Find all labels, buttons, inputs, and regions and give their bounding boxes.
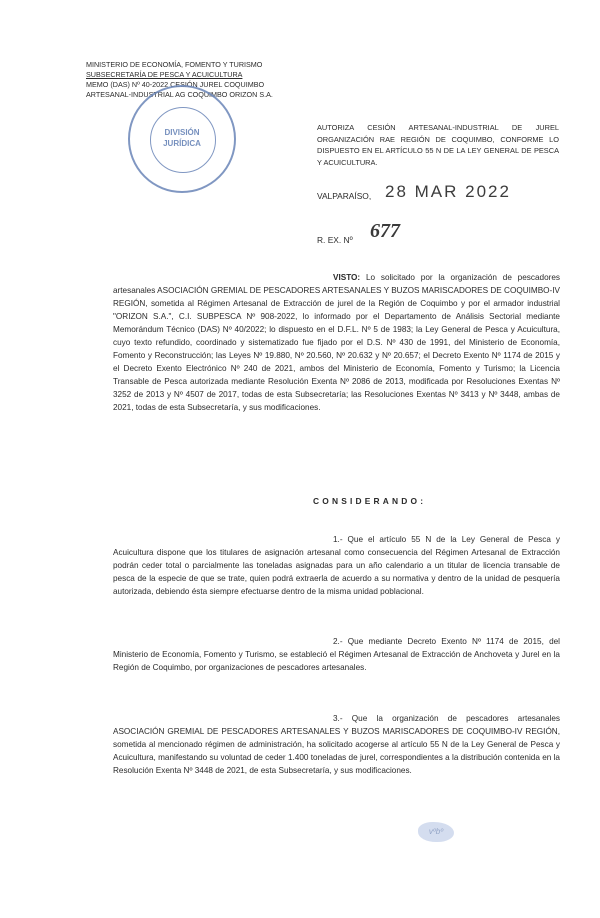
ministry-name: MINISTERIO DE ECONOMÍA, FOMENTO Y TURISMO (86, 60, 263, 69)
resolution-summary: AUTORIZA CESIÓN ARTESANAL-INDUSTRIAL DE JUREL ORGANIZACIÓN RAE REGIÓN DE COQUIMBO, CONFORME LO DISPUESTO EN EL ARTÍCULO 55 N DE LA LEY GENERAL DE PESCA Y ACUICULTURA. (317, 123, 559, 167)
initials-stamp-icon: vºbº (418, 822, 454, 842)
juridical-division-stamp (128, 85, 236, 193)
considerando-heading: CONSIDERANDO: (313, 496, 427, 506)
visto-paragraph (113, 271, 560, 415)
memo-reference-2: ARTESANAL-INDUSTRIAL AG COQUIMBO ORIZON S.A. (86, 90, 273, 99)
resolution-number: 677 (370, 220, 400, 242)
place-label: VALPARAÍSO, (317, 191, 372, 201)
visto-text: Lo solicitado por la organización de pescadores artesanales ASOCIACIÓN GREMIAL DE PESCADORES ARTESANALES Y BUZOS MARISCADORES DE COQUIMBO-IV REGIÓN, sometida al Régimen Artesanal de Extracción de jurel de la Región de Coquimbo y por el armador industrial "ORIZON S.A.", C.I. SUBPESCA Nº 908-2022, lo informado por el Departamento de Análisis Sectorial mediante Memorándum Técnico (DAS) Nº 40/2022; lo dispuesto en el D.F.L. Nº 5 de 1983; la Ley General de Pesca y Acuicultura, cuyo texto refundido, coordinado y sistematizado fue fijado por el D.S. Nº 430 de 1991, del Ministerio de Economía, Fomento y Reconstrucción; las Leyes Nº 19.880, Nº 20.560, Nº 20.632 y Nº 20.657; el Decreto Exento Nº 1174 de 2015 y el Decreto Exento Electrónico Nº 240 de 2021, ambos del Ministerio de Economía, Fomento y Turismo; la Licencia Transable de Pesca autorizada mediante Resolución Exenta Nº 2086 de 2013, modificada por Resoluciones Exentas Nº 3252 de 2013 y Nº 4507 de 2017, todas de esta Subsecretaría; las Resoluciones Exentas Nº 3413 y Nº 3448, ambas de 2021, todas de esta Subsecretaría, y sus modificaciones. (113, 273, 560, 413)
stamp-text-2: JURÍDICA (163, 139, 201, 148)
resolution-number-label: R. EX. Nº (317, 235, 353, 245)
considerando-2: 2.- Que mediante Decreto Exento Nº 1174 de 2015, del Ministerio de Economía, Fomento y Turismo, se estableció el Régimen Artesanal de Extracción de Anchoveta y Jurel en la Región de Coquimbo, por organizaciones de pescadores artesanales. (113, 637, 560, 673)
stamp-text-1: DIVISIÓN (164, 128, 200, 137)
visto-lead: VISTO: (333, 273, 361, 282)
date-stamp: 28 MAR 2022 (385, 182, 511, 201)
considerando-1: 1.- Que el artículo 55 N de la Ley General de Pesca y Acuicultura dispone que los titulares de asignación artesanal como consecuencia del Régimen Artesanal de Extracción podrán ceder total o parcialmente las toneladas asignadas para un año calendario a un titular de licencia transable de pesca de la especie de que se trate, quien podrá extraerla de acuerdo a su normativa y dentro de la unidad de pesquería autorizada, debiendo ésta siempre efectuarse dentro de la misma unidad poblacional. (113, 535, 560, 597)
memo-reference: MEMO (DAS) Nº 40-2022 CESIÓN JUREL COQUIMBO (86, 80, 265, 89)
considerando-3: 3.- Que la organización de pescadores artesanales ASOCIACIÓN GREMIAL DE PESCADORES ARTESANALES Y BUZOS MARISCADORES DE COQUIMBO-IV REGIÓN, sometida al mencionado régimen de administración, ha solicitado acogerse al artículo 55 N de la Ley General de Pesca y Acuicultura, manifestando su voluntad de ceder 1.400 toneladas de jurel, correspondientes a la distribución contenida en la Resolución Exenta Nº 3448 de 2021, de esta Subsecretaría, y sus modificaciones. (113, 714, 560, 776)
subsecretariat-name: SUBSECRETARÍA DE PESCA Y ACUICULTURA (86, 70, 243, 79)
